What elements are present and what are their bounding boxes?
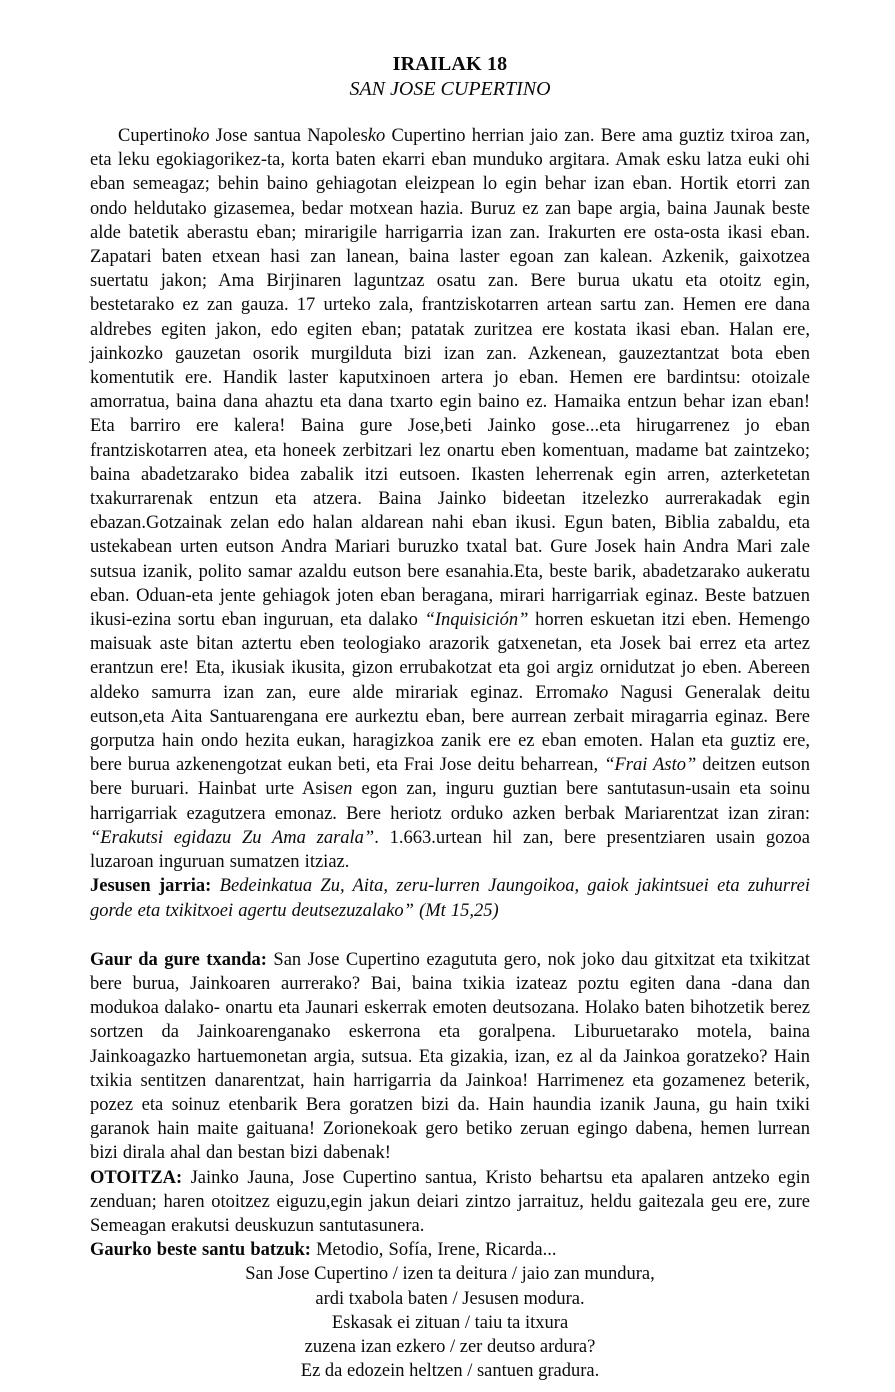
poem-line: ardi txabola baten / Jesusen modura. bbox=[315, 1288, 585, 1309]
page-title-date: IRAILAK 18 bbox=[392, 53, 508, 75]
poem-line: San Jose Cupertino / izen ta deitura / jaio zan mundura, bbox=[245, 1264, 655, 1285]
page-header bbox=[90, 52, 810, 102]
otoitza-paragraph: OTOITZA: Jainko Jauna, Jose Cupertino santua, Kristo behartsu eta apalaren antzeko egin zenduan; haren otoitzez eiguzu,egin jakun deiari zintzo jarraituz, heldu gaitezala geu ere, zure Semeagan erakutsi deuskuzun santutasunera. bbox=[90, 1167, 811, 1236]
poem-line: Eskasak ei zituan / taiu ta itxura bbox=[331, 1312, 569, 1333]
poem bbox=[90, 1262, 810, 1383]
poem-line: Ez da edozein heltzen / santuen gradura. bbox=[300, 1361, 600, 1382]
page-title-saint: SAN JOSE CUPERTINO bbox=[349, 78, 551, 100]
poem-line: zuzena izan ezkero / zer deutso ardura? bbox=[304, 1336, 596, 1357]
body-text bbox=[90, 124, 810, 1262]
santu-batzuk-paragraph: Gaurko beste santu batzuk: Metodio, Sofía, Irene, Ricarda... bbox=[90, 1240, 557, 1261]
biography-paragraph: Cupertinoko Jose santua Napolesko Cupertino herrian jaio zan. Bere ama guztiz txiroa zan, eta leku egokiagorikez-ta, korta baten ekarri eban munduko argitara. Amak esku latza euki ohi eban semeagaz; behin baino gehiagotan eleizpean lo egin behar izan eban. Hortik etorri zan ondo heldutako gizasemea, bedar motxean hazia. Buruz ez zan bape argia, baina Jaunak beste alde batetik aberastu eban; mirarigile harrigarria izan zan. Irakurten ere osta-osta ikasi eban. Zapatari baten etxean hasi zan lanean, baina laster egoan zan kalean. Azkenik, gaixotzea suertatu jakon; Ama Birjinaren laguntzaz osatu zan. Bere burua ukatu eta otoitz egin, bestetarako ez zan gauza. 17 urteko zala, frantziskotarren artean sartu zan. Hemen ere dana aldrebes egiten jakon, edo egiten eban; patatak zuritzea ere kostata ikasi eban. Halan ere, jainkozko gauzetan osorik murgilduta bizi izan zan. Azkenean, gauzeztantzat bota eben komentutik ere. Handik laster kaputxinoen artera jo eban. Hemen ere bardintsu: otoizale amorratua, baina dana ahaztu eta dana txarto egin baino ez. Hamaika entzun behar izan eban! Eta barriro ere kalera! Baina gure Jose,beti Jainko gose...eta hirugarrenez jo eban frantziskotarren atea, eta honeek zerbitzari lez onartu eben komentuan, madame bat zaintzeko; baina abadetzarako bidea zabalik itzi eutsoen. Ikasten leherrenak egin arren, azterketetan txakurrarenak entzun eta atzera. Baina Jainko bideetan itzelezko aurrerakadak egin ebazan.Gotzainak zelan edo halan aldarean nahi eban ikusi. Egun baten, Biblia zabaldu, eta ustekabean urten eutson Andra Mariari buruzko txatal bat. Gure Josek hain Andra Mari zale sutsua izanik, polito samar azaldu eutson bere esanahia.Eta, beste barik, abadetzarako aukeratu eban. Oduan-eta jente gehiagok joten eban beragana, mirari harrigarriak eginaz. Beste batzuen ikusi-ezina sortu eban inguruan, eta dalako “Inquisición” horren eskuetan itzi eben. Hemengo maisuak aste bitan aztertu eben teologiako arazorik gatxenetan, eta Josek bai errez eta artez erantzun ere! Eta, ikusiak ikusita, gizon errubakotzat eta goi argiz ornidutzat jo eben. Abereen aldeko samurra izan zan, eure alde mirariak eginaz. Erromako Nagusi Generalak deitu eutson,eta Aita Santuarengana ere aurkeztu eban, bere aurrean zerbait miragarria eginaz. Bere gorputza hain ondo hezita eukan, haragizkoa zanik ere ez eban emoten. Halan eta guztiz ere, bere burua azkenengotzat eukan beti, eta Frai Jose deitu beharrean, “Frai Asto” deitzen eutson bere buruari. Hainbat urte Asisen egon zan, inguru guztian bere santutasun-usain eta soinu harrigarriak ezagutzera emonaz. Bere heriotz orduko azken berbak Mariarentzat izan ziran: “Erakutsi egidazu Zu Ama zarala”. 1.663.urtean hil zan, bere presentziaren usain gozoa luzaroan inguruan sumatzen itziaz. bbox=[90, 126, 810, 873]
jesusen-jarria-paragraph: Jesusen jarria: Bedeinkatua Zu, Aita, zeru-lurren Jaungoikoa, gaiok jakintsuei eta zuhurrei gorde eta txikitxoei agertu deutsezuzalako” (Mt 15,25) bbox=[90, 876, 810, 921]
gaur-da-gure-txanda-paragraph: Gaur da gure txanda: San Jose Cupertino ezagututa gero, nok joko dau gitxitzat eta txikitzat bere burua, Jainkoaren aurrerako? Bai, baina txikia izateaz poztu egiten dana -dana dan modukoa dalako- onartu eta Jaunari eskerrak emoten deutsozana. Holako baten bihotzetik berez sortzen da Jainkoarenganako eskerrona eta goralpena. Liburuetarako motela, baina Jainkoagazko hartuemonetan argia, sutsua. Eta gizakia, izan, ez al da Jainkoa goratzeko? Hain txikia sentitzen danarentzat, hain harrigarria da Jainkoa! Harrimenez eta gozamenez beterik, pozez eta soinuz etenbarik Bera goratzen bizi da. Hain haundia izanik Jauna, gu hain txiki garanok hain maite gaituana! Zorionekoak gero betiko zeruan egingo dabena, hemen lurrean bizi dirala ahal dan bestan bizi dabenak! bbox=[90, 949, 810, 1164]
